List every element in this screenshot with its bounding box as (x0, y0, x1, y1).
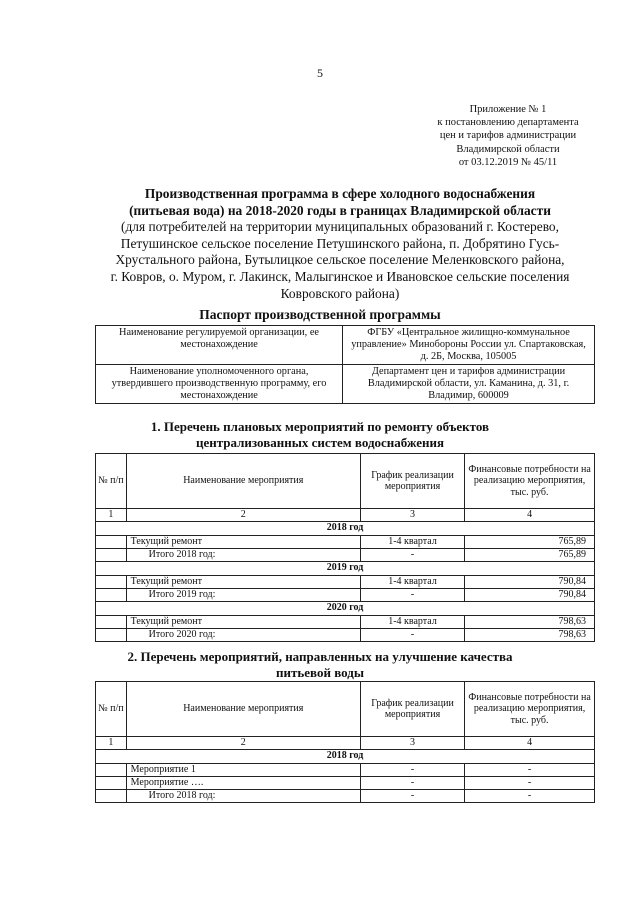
table-row (96, 535, 595, 548)
table-header-row (96, 454, 595, 509)
appendix-block (418, 103, 598, 169)
passport-value: Департамент цен и тарифов администрации Владимирской области, ул. Каманина, д. 31, г. Владимир, 600009 (343, 365, 595, 404)
passport-value: ФГБУ «Центральное жилищно-коммунальное управление» Минобороны России ул. Спартаковская, д. 2Б, Москва, 105005 (343, 326, 595, 365)
row-schedule: 1-4 квартал (360, 535, 464, 548)
program-title (70, 186, 610, 302)
row-finance: 790,84 (465, 575, 595, 588)
passport-label: Наименование уполномоченного органа, утвердившего производственную программу, его местонахождение (96, 365, 343, 404)
row-num (96, 789, 127, 802)
row-name: Итого 2018 год: (126, 789, 360, 802)
column-numbers-row (96, 737, 595, 750)
repair-table (95, 453, 595, 642)
year-row (96, 521, 595, 535)
row-name: Итого 2019 год: (126, 588, 360, 601)
row-finance: 765,89 (465, 535, 595, 548)
header-finance: Финансовые потребности на реализацию мероприятия, тыс. руб. (465, 454, 595, 509)
column-number: 3 (360, 509, 464, 522)
row-num (96, 763, 127, 776)
row-finance: - (465, 763, 595, 776)
section-title-line: централизованных систем водоснабжения (195, 435, 445, 450)
section-title-line: 1. Перечень плановых мероприятий по ремонту объектов (150, 419, 490, 434)
row-num (96, 776, 127, 789)
row-name: Итого 2020 год: (126, 628, 360, 641)
table-row (96, 575, 595, 588)
column-number: 1 (96, 509, 127, 522)
appendix-line: цен и тарифов администрации (439, 130, 577, 142)
page-number: 5 (317, 66, 323, 80)
year-row (96, 749, 595, 763)
row-finance: - (465, 776, 595, 789)
row-name: Итого 2018 год: (126, 548, 360, 561)
row-num (96, 535, 127, 548)
total-row (96, 789, 595, 802)
row-finance: 798,63 (465, 628, 595, 641)
row-schedule: - (360, 763, 464, 776)
year-label: 2019 год (96, 561, 595, 575)
row-finance: - (465, 789, 595, 802)
column-number: 2 (126, 509, 360, 522)
section-1-title (0, 419, 640, 451)
year-row (96, 561, 595, 575)
passport-title: Паспорт производственной программы (199, 307, 441, 322)
total-row (96, 588, 595, 601)
row-schedule: 1-4 квартал (360, 615, 464, 628)
row-name: Текущий ремонт (126, 535, 360, 548)
table-row (96, 776, 595, 789)
header-finance: Финансовые потребности на реализацию мероприятия, тыс. руб. (465, 682, 595, 737)
column-number: 3 (360, 737, 464, 750)
row-schedule: - (360, 789, 464, 802)
appendix-line: к постановлению департамента (437, 117, 579, 129)
title-line: Ковровского района) (280, 285, 400, 301)
appendix-line: Владимирской области (456, 143, 560, 155)
table-row (96, 615, 595, 628)
row-name: Мероприятие 1 (126, 763, 360, 776)
appendix-line: Приложение № 1 (469, 104, 547, 115)
row-name: Мероприятие …. (126, 776, 360, 789)
row-finance: 790,84 (465, 588, 595, 601)
row-num (96, 588, 127, 601)
header-name: Наименование мероприятия (126, 454, 360, 509)
header-schedule: График реализации мероприятия (360, 682, 464, 737)
total-row (96, 548, 595, 561)
column-number: 2 (126, 737, 360, 750)
row-num (96, 615, 127, 628)
table-header-row (96, 682, 595, 737)
section-title-line: 2. Перечень мероприятий, направленных на улучшение качества (127, 649, 513, 664)
header-schedule: График реализации мероприятия (360, 454, 464, 509)
section-title-line: питьевой воды (276, 665, 364, 680)
row-num (96, 548, 127, 561)
passport-label: Наименование регулируемой организации, ее местонахождение (96, 326, 343, 365)
row-schedule: 1-4 квартал (360, 575, 464, 588)
total-row (96, 628, 595, 641)
row-schedule: - (360, 548, 464, 561)
row-num (96, 575, 127, 588)
row-num (96, 628, 127, 641)
table-row (96, 763, 595, 776)
table-row (96, 365, 595, 404)
title-line: г. Ковров, о. Муром, г. Лакинск, Малыгинское и Ивановское сельские поселения (110, 268, 570, 284)
year-label: 2018 год (96, 521, 595, 535)
section-2-title (0, 649, 640, 681)
row-name: Текущий ремонт (126, 575, 360, 588)
row-finance: 765,89 (465, 548, 595, 561)
title-line: (питьевая вода) на 2018-2020 годы в границах Владимирской области (129, 202, 551, 218)
title-line: Производственная программа в сфере холодного водоснабжения (144, 186, 536, 201)
title-line: Хрустального района, Бутылицкое сельское поселение Меленковского района, (115, 252, 565, 268)
row-finance: 798,63 (465, 615, 595, 628)
column-number: 1 (96, 737, 127, 750)
row-name: Текущий ремонт (126, 615, 360, 628)
year-label: 2018 год (96, 749, 595, 763)
year-label: 2020 год (96, 601, 595, 615)
header-num: № п/п (96, 454, 127, 509)
year-row (96, 601, 595, 615)
column-numbers-row (96, 509, 595, 522)
row-schedule: - (360, 628, 464, 641)
water-quality-table (95, 681, 595, 803)
row-schedule: - (360, 588, 464, 601)
header-num: № п/п (96, 682, 127, 737)
table-row (96, 326, 595, 365)
row-schedule: - (360, 776, 464, 789)
column-number: 4 (465, 737, 595, 750)
appendix-line: от 03.12.2019 № 45/11 (458, 156, 558, 168)
title-line: Петушинское сельское поселение Петушинского района, п. Добрятино Гусь- (120, 235, 560, 251)
passport-table (95, 325, 595, 404)
column-number: 4 (465, 509, 595, 522)
header-name: Наименование мероприятия (126, 682, 360, 737)
title-line: (для потребителей на территории муниципальных образований г. Костерево, (121, 219, 559, 235)
